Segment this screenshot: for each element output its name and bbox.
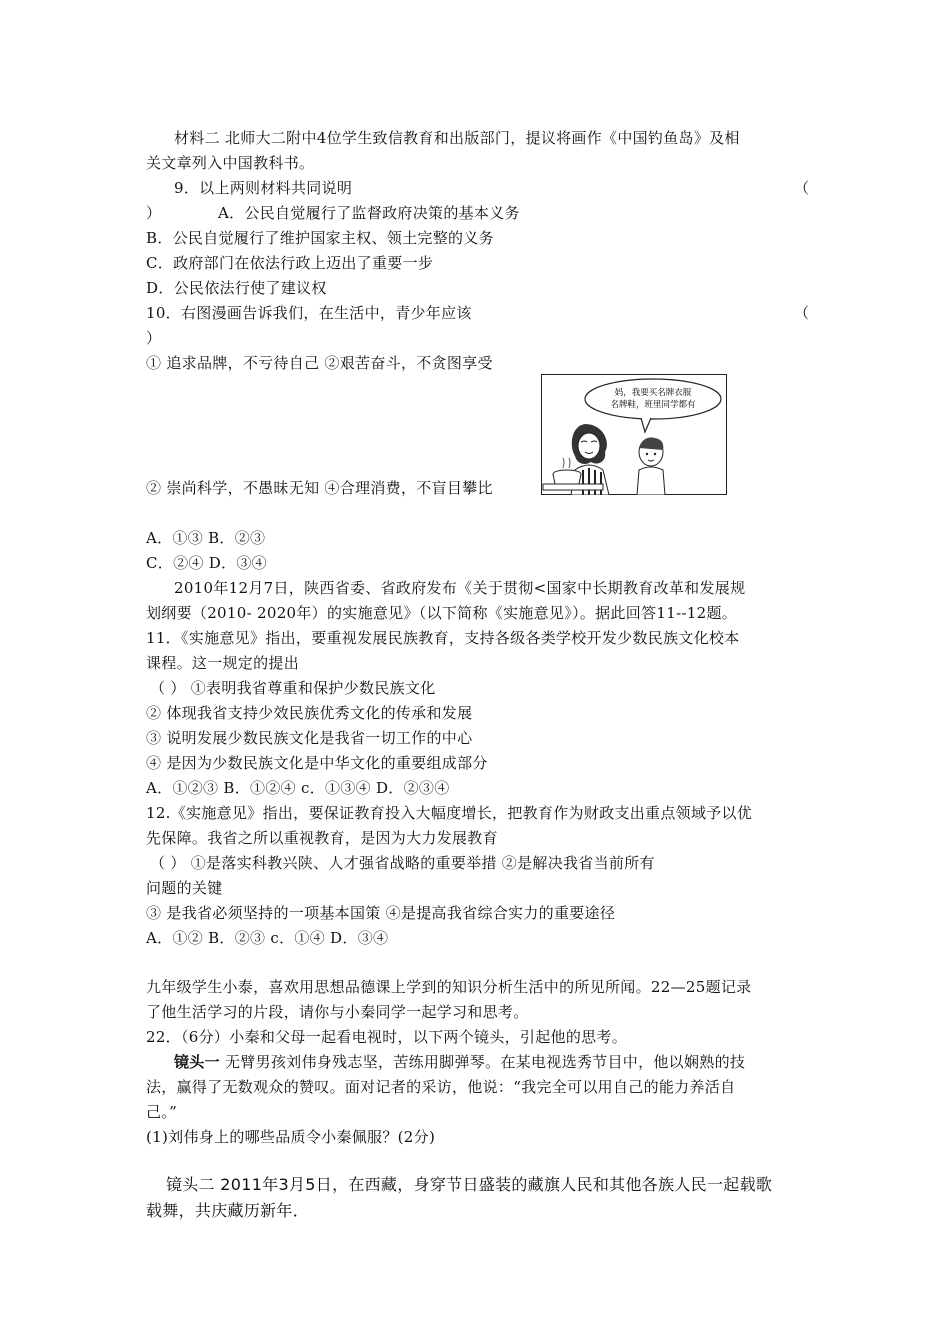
- q12-stem: 12.《实施意见》指出，要保证教育投入大幅度增长，把教育作为财政支出重点领域予以优: [146, 804, 753, 822]
- q11-stem: 11．《实施意见》指出，要重视发展民族教育，支持各级各类学校开发少数民族文化校本: [146, 629, 740, 647]
- q11-line-3: ③ 说明发展少数民族文化是我省一切工作的中心: [146, 729, 473, 747]
- q22-shot1: [174, 1052, 745, 1072]
- q22-shot1-label: 镜头一: [174, 1053, 220, 1071]
- q10-item-2: ② 崇尚科学，不愚昧无知 ④合理消费，不盲目攀比: [146, 479, 493, 497]
- cartoon-bubble-line-1: 妈，我要买名牌衣服: [614, 388, 692, 398]
- q11-line-2: ② 体现我省支持少效民族优秀文化的传承和发展: [146, 704, 473, 722]
- q9-paren-open: （: [794, 179, 810, 197]
- intro-22: 九年级学生小泰，喜欢用思想品德课上学到的知识分析生活中的所见所闻。22—25题记录: [146, 978, 752, 996]
- q22-shot2: 镜头二 2011年3月5日，在西藏，身穿节日盛装的藏旗人民和其他各族人民一起载歌: [166, 1175, 773, 1194]
- q22-shot1-text: 无臂男孩刘伟身残志坚，苦练用脚弹琴。在某电视选秀节目中，他以娴熟的技: [219, 1053, 746, 1071]
- intro-11-12-cont: 划纲要（2010- 2020年）的实施意见》（以下简称《实施意见》）。据此回答11--12题。: [146, 604, 738, 622]
- q22-stem: 22．（6分）小秦和父母一起看电视时，以下两个镜头，引起他的思考。: [146, 1028, 628, 1046]
- q11-line-4: ④ 是因为少数民族文化是中华文化的重要组成部分: [146, 754, 488, 772]
- q10-options-cd: C．②④ D．③④: [146, 554, 267, 572]
- q11-stem-cont: 课程。这一规定的提出: [146, 654, 300, 672]
- intro-11-12: 2010年12月7日，陕西省委、省政府发布《关于贯彻<国家中长期教育改革和发展规: [174, 579, 746, 597]
- cartoon-bubble-line-2: 名牌鞋，班里同学都有: [610, 400, 696, 410]
- q9-option-c: C．政府部门在依法行政上迈出了重要一步: [146, 254, 434, 272]
- q22-shot2-cont: 载舞，共庆藏历新年．: [146, 1201, 310, 1220]
- q22-shot1-cont: 法，赢得了无数观众的赞叹。面对记者的采访，他说：“我完全可以用自己的能力养活自: [146, 1078, 736, 1096]
- q12-line-2: 问题的关键: [146, 879, 223, 897]
- q10-options-ab: A．①③ B．②③: [146, 529, 266, 547]
- cartoon-image: [541, 374, 727, 495]
- q12-options: A．①② B．②③ c．①④ D．③④: [146, 929, 389, 947]
- q9-paren-close: ）: [146, 204, 162, 222]
- q12-stem-cont: 先保障。我省之所以重视教育，是因为大力发展教育: [146, 829, 498, 847]
- q12-line-1: （ ） ①是落实科教兴陕、人才强省战略的重要举措 ②是解决我省当前所有: [150, 854, 655, 872]
- q9-option-a: A．公民自觉履行了监督政府决策的基本义务: [218, 204, 520, 222]
- q11-options: A．①②③ B．①②④ c．①③④ D．②③④: [146, 779, 450, 797]
- intro-22-cont: 了他生活学习的片段，请你与小秦同学一起学习和思考。: [146, 1003, 529, 1021]
- q9-option-d: D．公民依法行使了建议权: [146, 279, 327, 297]
- q22-shot1-end: 己。”: [146, 1103, 178, 1121]
- material2-line-cont: 关文章列入中国教科书。: [146, 154, 315, 172]
- q10-paren-open: （: [794, 304, 810, 322]
- q9-option-b: B．公民自觉履行了维护国家主权、领土完整的义务: [146, 229, 494, 247]
- q22-sub-question-1: (1)刘伟身上的哪些品质令小秦佩服？(2分): [146, 1128, 436, 1146]
- material2-line: 材料二 北师大二附中4位学生致信教育和出版部门，提议将画作《中国钓鱼岛》及相: [174, 129, 740, 147]
- q9-stem: 9．以上两则材料共同说明: [174, 179, 353, 197]
- q10-item-1: ① 追求品牌，不亏待自己 ②艰苦奋斗，不贪图享受: [146, 354, 493, 372]
- q10-paren-close: ）: [146, 329, 162, 347]
- q11-line-1: （ ） ①表明我省尊重和保护少数民族文化: [150, 679, 436, 697]
- q10-stem: 10．右图漫画告诉我们，在生活中，青少年应该: [146, 304, 472, 322]
- q12-line-3: ③ 是我省必须坚持的一项基本国策 ④是提高我省综合实力的重要途径: [146, 904, 616, 922]
